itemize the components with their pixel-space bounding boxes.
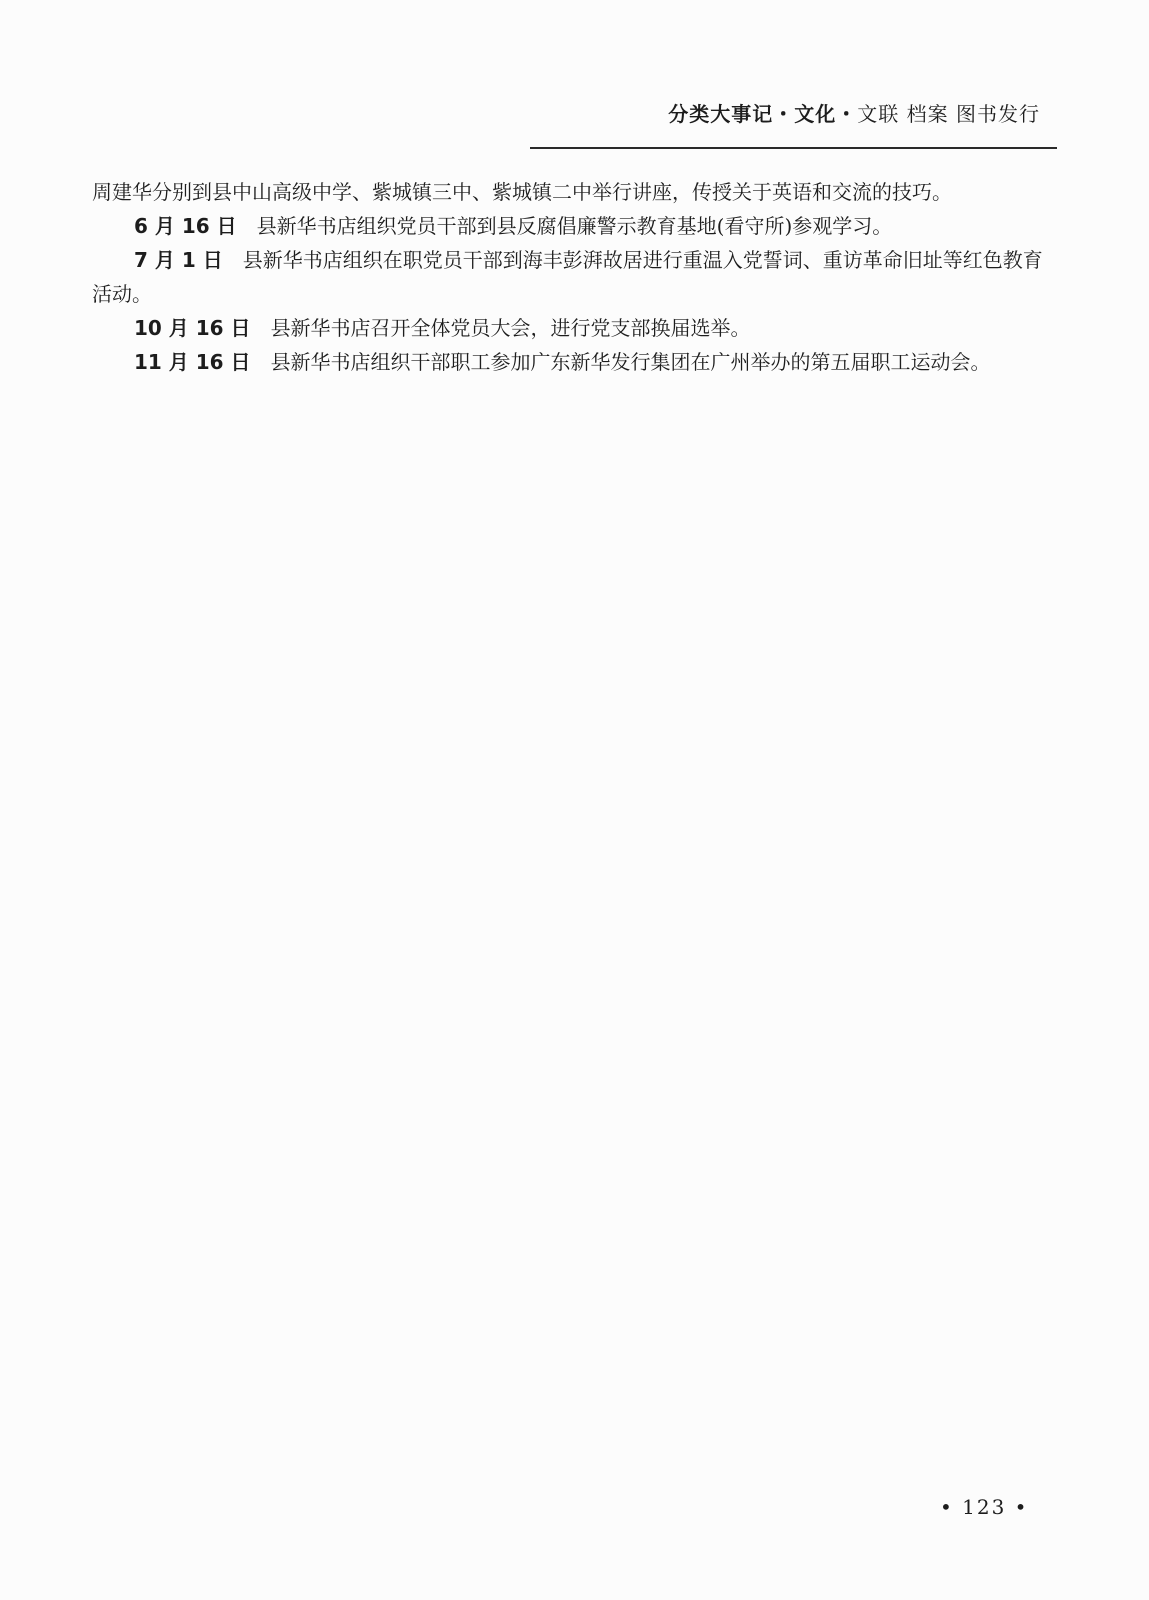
chronicle-entries [92,175,1062,379]
entry-text: 县新华书店组织干部职工参加广东新华发行集团在广州举办的第五届职工运动会。 [270,350,991,374]
entry-july-1 [92,243,1062,311]
entry-date: 7 月 1 日 [134,248,223,272]
entry-text: 县新华书店组织党员干部到县反腐倡廉警示教育基地(看守所)参观学习。 [256,214,893,238]
running-header [600,98,1040,127]
entry-november-16 [92,345,1062,379]
header-rule [530,147,1057,149]
entry-text: 县新华书店组织在职党员干部到海丰彭湃故居进行重温入党誓词、重访革命旧址等红色教育活动。 [92,248,1043,306]
entry-text: 县新华书店召开全体党员大会，进行党支部换届选举。 [270,316,751,340]
entry-date: 10 月 16 日 [134,316,251,340]
entry-october-16 [92,311,1062,345]
entry-continuation [92,175,1062,209]
entry-date: 6 月 16 日 [134,214,237,238]
entry-text: 周建华分别到县中山高级中学、紫城镇三中、紫城镇二中举行讲座，传授关于英语和交流的技巧。 [92,180,952,204]
entry-june-16 [92,209,1062,243]
entry-date: 11 月 16 日 [134,350,251,374]
header-section-title: 分类大事记・文化・ [668,102,858,126]
page-number: • 123 • [940,1495,1029,1519]
header-topics: 文联 档案 图书发行 [857,102,1040,126]
